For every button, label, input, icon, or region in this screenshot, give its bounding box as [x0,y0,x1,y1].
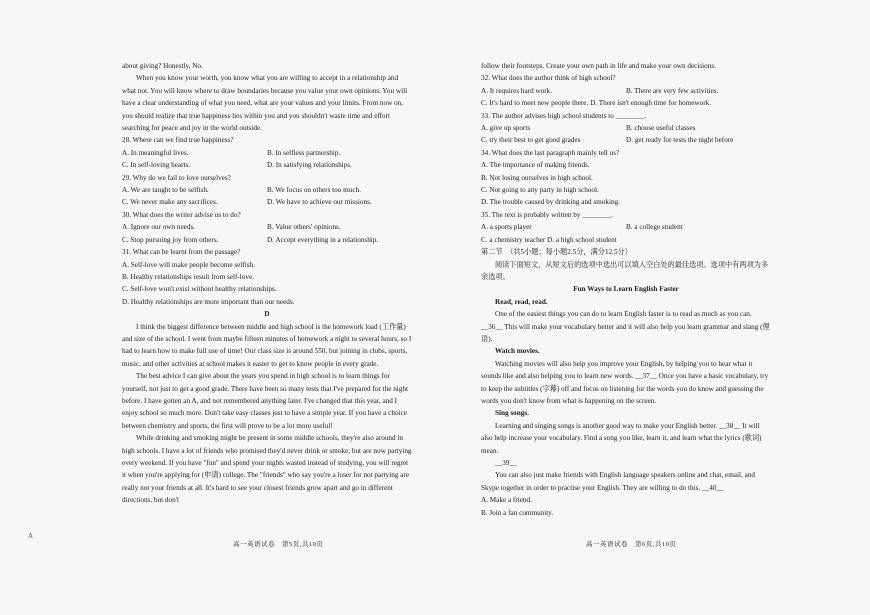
answer-options-row [122,184,412,196]
text-line: 31. What can be learnt from the passage? [122,248,241,257]
text-line: The best advice I can give about the years you spend in high school is to learn things for yourself, not just to get a good grade. There have been so many tests that I've prepared for the night before. I have gotten an A, and not remembered anything later. I've changed that this year, and I enjoy school so much more. Don't take easy classes just to have a simple year. If you have a choice between chemistry and sports, the first will prove to be a lot more useful! [122,372,408,430]
text-line: 第二节 （共5小题；每小题2.5分，满分12.5分） [481,248,632,257]
subheading: Read, read, read. [495,297,548,306]
text-line: follow their footsteps. Create your own path in life and make your own decisions. [481,62,716,70]
text-line: You can also just make friends with English language speakers online and chat, email, and Skype together in order to practise your English. They are willing to do this. __40__ [481,471,755,492]
answer-option: C. try their best to get good grades [481,136,581,145]
answer-options-row [122,159,412,171]
text-line: 32. What does the author think of high school? [481,74,616,83]
text-line: 29. Why do we fail to love ourselves? [122,173,231,182]
answer-options-row [122,221,412,233]
answer-option: A. a sports player [481,223,532,232]
text-line: 33. The author advises high school students to ________. [481,111,647,120]
answer-option: B. a college student [626,223,683,232]
text-line: Watching movies will also help you improve your English, by helping you to hear what it sounds like and also helping you to learn new words. __37__ Once you have a basic vocabulary, try to keep the subtitles (字幕) off and focus on listening for the words you do know and guessing the words you don't know from what is happening on the screen. [481,359,769,405]
text-line: about giving? Honestly, No. [122,62,203,70]
answer-option: B. Value others' opinions. [267,223,341,232]
text-line: C. a chemistry teacher D. a high school student [481,235,617,244]
answer-options-row [481,122,771,134]
text-line: Learning and singing songs is another good way to make your English better. __38__ It will also help increase your vocabulary. Find a song you like, learn it, and learn what the lyrics (歌词) mean. [481,421,762,455]
answer-option: C. In self-loving hearts. [122,161,191,170]
text-line: I think the biggest difference between middle and high school is the homework load (工作量) and size of the school. I went from maybe fifteen minutes of homework a night to several hours, so I had to learn how to make full use of time! Our class size is around 550, but joining in clubs, sports, music, and other activities at school makes it easier to get to know people in every grade. [122,322,412,368]
text-line: A. Self-love will make people become selfish. [122,260,255,269]
answer-options-row [481,134,771,146]
text-line: C. Not going to any party in high school. [481,186,599,195]
answer-option: A. It requires hard work. [481,86,553,95]
answer-option: C. We never make any sacrifices. [122,198,218,207]
answer-options-row [122,234,412,246]
section-heading: Fun Ways to Learn English Faster [573,285,679,294]
left-page-column [122,60,412,507]
right-page-column [481,60,771,519]
text-line: 34. What does the last paragraph mainly tell us? [481,148,620,157]
section-heading: D [264,310,270,319]
text-line: 阅读下面短文，从短文后的选项中选出可以填入空白处的最佳选项。选项中有两项为多余选项。 [481,260,769,281]
answer-option: D. In satisfying relationships. [267,161,352,170]
answer-option: A. Ignore our own needs. [122,223,196,232]
answer-option: D. Accept everything in a relationship. [267,235,379,244]
answer-options-row [122,147,412,159]
subheading: Watch movies. [495,347,540,356]
answer-options-row [122,196,412,208]
answer-option: A. In meaningful lives. [122,148,189,157]
text-line: 30. What does the writer advise us to do? [122,210,241,219]
margin-mark: A [28,532,34,540]
answer-options-row [481,85,771,97]
text-line: A. Make a friend. [481,496,532,505]
text-line: D. Healthy relationships are more important than our needs. [122,297,295,306]
text-line: A. The importance of making friends. [481,161,590,170]
text-line: 28. Where can we find true happiness? [122,136,234,145]
text-line: While drinking and smoking might be present in some middle schools, they're also around in high schools. I have a lot of friends who promised they'd never drink or smoke, but are now partying every weekend. If you have "fun" and spend your nights wasted instead of studying, you will regret it when you're applying for (申请) college. The "friends" who say you're a loser for not partying are really not your friends at all. It's hard to see your closest friends grow apart and go in different directions, but don't [122,434,412,505]
answer-option: B. There are very few activities. [626,86,719,95]
answer-option: B. In selfless partnership. [267,148,341,157]
answer-option: D. get ready for tests the night before [626,136,734,145]
answer-option: B. We focus on others too much. [267,186,361,195]
text-line: C. It's hard to meet new people there. D. There isn't enough time for homework. [481,99,711,108]
left-page-footer: 高一英语试卷 第5页,共10页 [233,541,324,548]
answer-option: D. We have to achieve our missions. [267,198,372,207]
right-page-footer: 高一英语试卷 第6页,共10页 [586,541,677,548]
answer-option: B. choose useful classes [626,124,696,133]
subheading: Sing songs. [495,409,529,418]
answer-options-row [481,221,771,233]
text-line: B. Join a fan community. [481,508,554,517]
text-line: B. Healthy relationships result from self-love. [122,272,254,281]
text-line: __39__ [495,459,517,467]
text-line: D. The trouble caused by drinking and smoking. [481,198,621,207]
text-line: C. Self-love won't exist without healthy relationships. [122,285,277,294]
answer-option: A. We are taught to be selfish. [122,186,209,195]
answer-option: A. give up sports [481,124,531,133]
text-line: One of the easiest things you can do to learn English faster is to read as much as you can. __36__ This will make your vocabulary better and it will also help you learn grammar and slang (俚语). [481,310,770,343]
answer-option: C. Stop pursuing joy from others. [122,235,219,244]
text-line: B. Not losing ourselves in high school. [481,173,593,182]
text-line: When you know your worth, you know what you are willing to accept in a relationship and what not. You will know where to draw boundaries because you value your own opinions. You will have a clear understanding of what you need, what are your values and your limits. From now on, you should realize that true happiness lies within you and you shouldn't waste time and effort searching for peace and joy in the world outside. [122,74,408,133]
text-line: 35. The text is probably written by ________. [481,210,613,219]
